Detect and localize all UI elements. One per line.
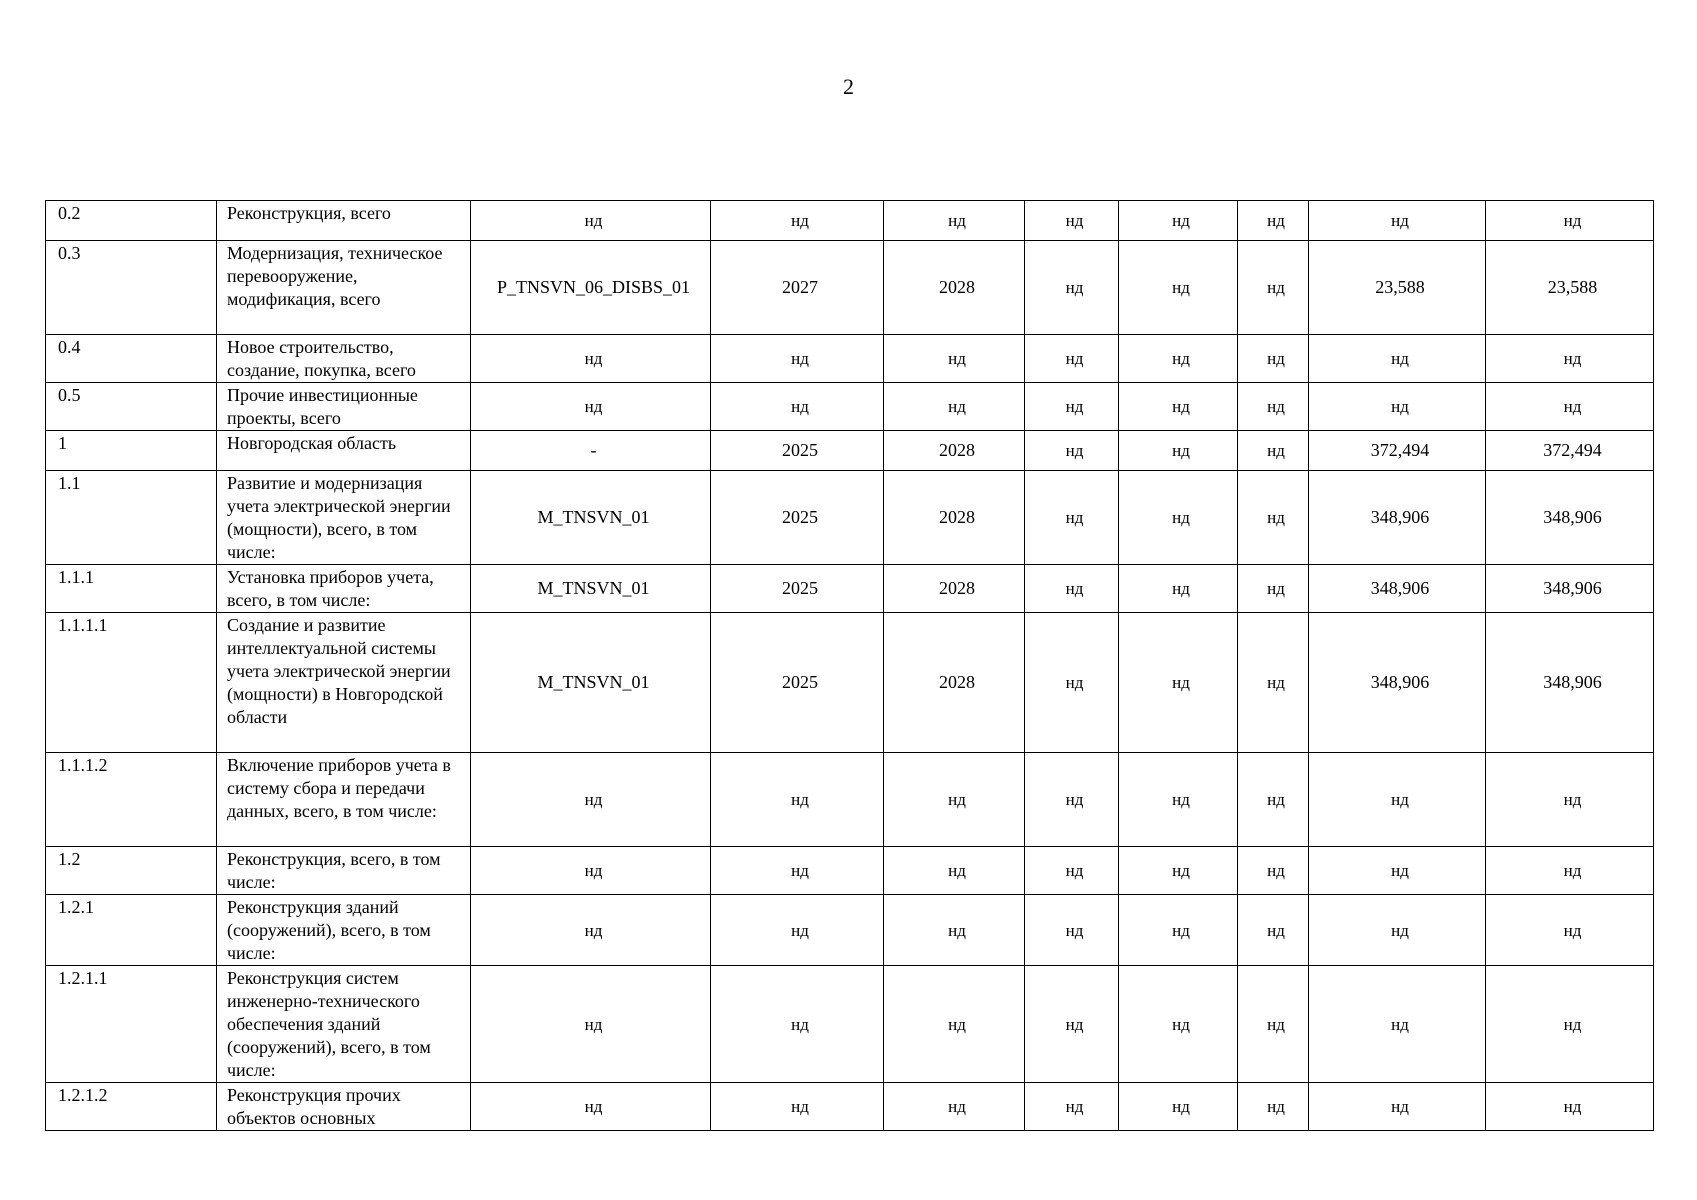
table-cell: нд [1025,383,1119,431]
table-row [46,966,1654,1083]
table-cell: 2028 [884,431,1025,471]
table-cell: нд [1309,966,1486,1083]
table-row [46,847,1654,895]
table-row [46,565,1654,613]
table-cell: нд [1309,1083,1486,1131]
table-cell: нд [1119,613,1238,753]
table-cell: 348,906 [1486,565,1654,613]
table-cell: нд [1025,753,1119,847]
table-cell: нд [1238,613,1309,753]
row-name: Модернизация, техническое перевооружение, модификация, всего [217,241,471,335]
table-cell: нд [884,753,1025,847]
table-cell: 2025 [711,565,884,613]
table-cell: нд [1119,335,1238,383]
table-cell: нд [711,847,884,895]
table-row [46,753,1654,847]
table-cell: M_TNSVN_01 [471,565,711,613]
table-cell: нд [1486,201,1654,241]
table-cell: нд [1486,895,1654,966]
table-cell: нд [1025,431,1119,471]
table-cell: - [471,431,711,471]
row-name: Реконструкция, всего, в том числе: [217,847,471,895]
table-cell: нд [1119,966,1238,1083]
table-cell: нд [1025,471,1119,565]
table-cell: нд [1025,565,1119,613]
table-cell: 348,906 [1309,613,1486,753]
table-body [46,201,1654,1131]
table-cell: нд [1025,1083,1119,1131]
row-code: 0.5 [46,383,217,431]
table-row [46,201,1654,241]
table-cell: нд [471,847,711,895]
row-name: Развитие и модернизация учета электрической энергии (мощности), всего, в том числе: [217,471,471,565]
row-code: 0.3 [46,241,217,335]
table-cell: нд [1238,565,1309,613]
table-cell: нд [1238,753,1309,847]
table-cell: нд [711,753,884,847]
table-row [46,895,1654,966]
row-name: Новое строительство, создание, покупка, всего [217,335,471,383]
table-row [46,335,1654,383]
table-cell: 2028 [884,241,1025,335]
table-cell: нд [884,847,1025,895]
row-name: Прочие инвестиционные проекты, всего [217,383,471,431]
table-cell: нд [1238,847,1309,895]
table-cell: нд [1309,201,1486,241]
table-cell: 2028 [884,613,1025,753]
row-name: Реконструкция систем инженерно-технического обеспечения зданий (сооружений), всего, в том числе: [217,966,471,1083]
table-cell: нд [884,966,1025,1083]
row-code: 0.2 [46,201,217,241]
table-cell: нд [1486,1083,1654,1131]
table-cell: нд [1238,201,1309,241]
table-cell: нд [1119,241,1238,335]
row-name: Создание и развитие интеллектуальной системы учета электрической энергии (мощности) в Новгородской области [217,613,471,753]
table-cell: нд [1119,383,1238,431]
table-cell: нд [1486,966,1654,1083]
row-name: Включение приборов учета в систему сбора и передачи данных, всего, в том числе: [217,753,471,847]
table-cell: 23,588 [1486,241,1654,335]
table-cell: 2028 [884,471,1025,565]
table-cell: нд [1238,241,1309,335]
table-row [46,431,1654,471]
table-cell: нд [1486,847,1654,895]
table-row [46,1083,1654,1131]
table-cell: нд [1119,753,1238,847]
row-name: Реконструкция, всего [217,201,471,241]
table-cell: нд [884,383,1025,431]
table-cell: нд [1119,847,1238,895]
table-cell: нд [711,966,884,1083]
table-cell: нд [1119,1083,1238,1131]
table-cell: нд [711,335,884,383]
table-cell: нд [1238,471,1309,565]
table-cell: нд [471,1083,711,1131]
table-cell: 2025 [711,613,884,753]
table-row [46,471,1654,565]
table-cell: 348,906 [1309,565,1486,613]
table-cell: нд [1119,201,1238,241]
table-cell: нд [1119,565,1238,613]
table-cell: нд [884,895,1025,966]
table-cell: нд [1025,613,1119,753]
table-cell: 2025 [711,471,884,565]
table-cell: нд [1486,753,1654,847]
table-cell: 2028 [884,565,1025,613]
table-cell: 348,906 [1486,613,1654,753]
table-cell: нд [471,201,711,241]
table-cell: нд [1309,895,1486,966]
row-code: 1.1 [46,471,217,565]
table-cell: 372,494 [1309,431,1486,471]
table-cell: 372,494 [1486,431,1654,471]
table-cell: 2025 [711,431,884,471]
table-cell: нд [1025,847,1119,895]
row-code: 1.1.1.2 [46,753,217,847]
row-code: 1 [46,431,217,471]
table-cell: нд [1238,431,1309,471]
table-cell: нд [1238,383,1309,431]
table-cell: нд [711,1083,884,1131]
table-cell: 348,906 [1309,471,1486,565]
row-code: 0.4 [46,335,217,383]
table-cell: нд [711,201,884,241]
table-cell: нд [1486,335,1654,383]
table-cell: нд [1025,241,1119,335]
table-cell: 2027 [711,241,884,335]
table-cell: M_TNSVN_01 [471,613,711,753]
table-cell: нд [471,383,711,431]
table-cell: нд [1025,335,1119,383]
table-cell: нд [471,966,711,1083]
table-cell: нд [1238,335,1309,383]
table-cell: нд [711,895,884,966]
page-number: 2 [843,74,854,99]
table-cell: нд [711,383,884,431]
table-row [46,241,1654,335]
table-cell: нд [1309,335,1486,383]
row-code: 1.2.1.2 [46,1083,217,1131]
table-cell: нд [1309,753,1486,847]
table-cell: нд [1309,383,1486,431]
row-name: Новгородская область [217,431,471,471]
table-cell: нд [884,335,1025,383]
table-row [46,383,1654,431]
table-cell: нд [1119,895,1238,966]
table-cell: 23,588 [1309,241,1486,335]
table-cell: нд [884,1083,1025,1131]
investment-table [45,200,1654,1131]
table-cell: нд [1025,895,1119,966]
table-cell: нд [1025,966,1119,1083]
row-code: 1.2 [46,847,217,895]
row-name: Реконструкция зданий (сооружений), всего, в том числе: [217,895,471,966]
row-code: 1.1.1 [46,565,217,613]
table-cell: нд [1238,966,1309,1083]
row-code: 1.2.1 [46,895,217,966]
table-cell: нд [1238,895,1309,966]
row-code: 1.2.1.1 [46,966,217,1083]
table-cell: нд [1486,383,1654,431]
table-cell: M_TNSVN_01 [471,471,711,565]
row-code: 1.1.1.1 [46,613,217,753]
row-name: Установка приборов учета, всего, в том числе: [217,565,471,613]
table-cell: нд [471,335,711,383]
table-cell: 348,906 [1486,471,1654,565]
table-cell: нд [471,895,711,966]
table-cell: нд [1309,847,1486,895]
table-row [46,613,1654,753]
table-cell: нд [471,753,711,847]
table-cell: нд [1238,1083,1309,1131]
table-cell: нд [1119,431,1238,471]
row-name: Реконструкция прочих объектов основных [217,1083,471,1131]
table-cell: P_TNSVN_06_DISBS_01 [471,241,711,335]
table-cell: нд [1025,201,1119,241]
table-cell: нд [1119,471,1238,565]
table-cell: нд [884,201,1025,241]
